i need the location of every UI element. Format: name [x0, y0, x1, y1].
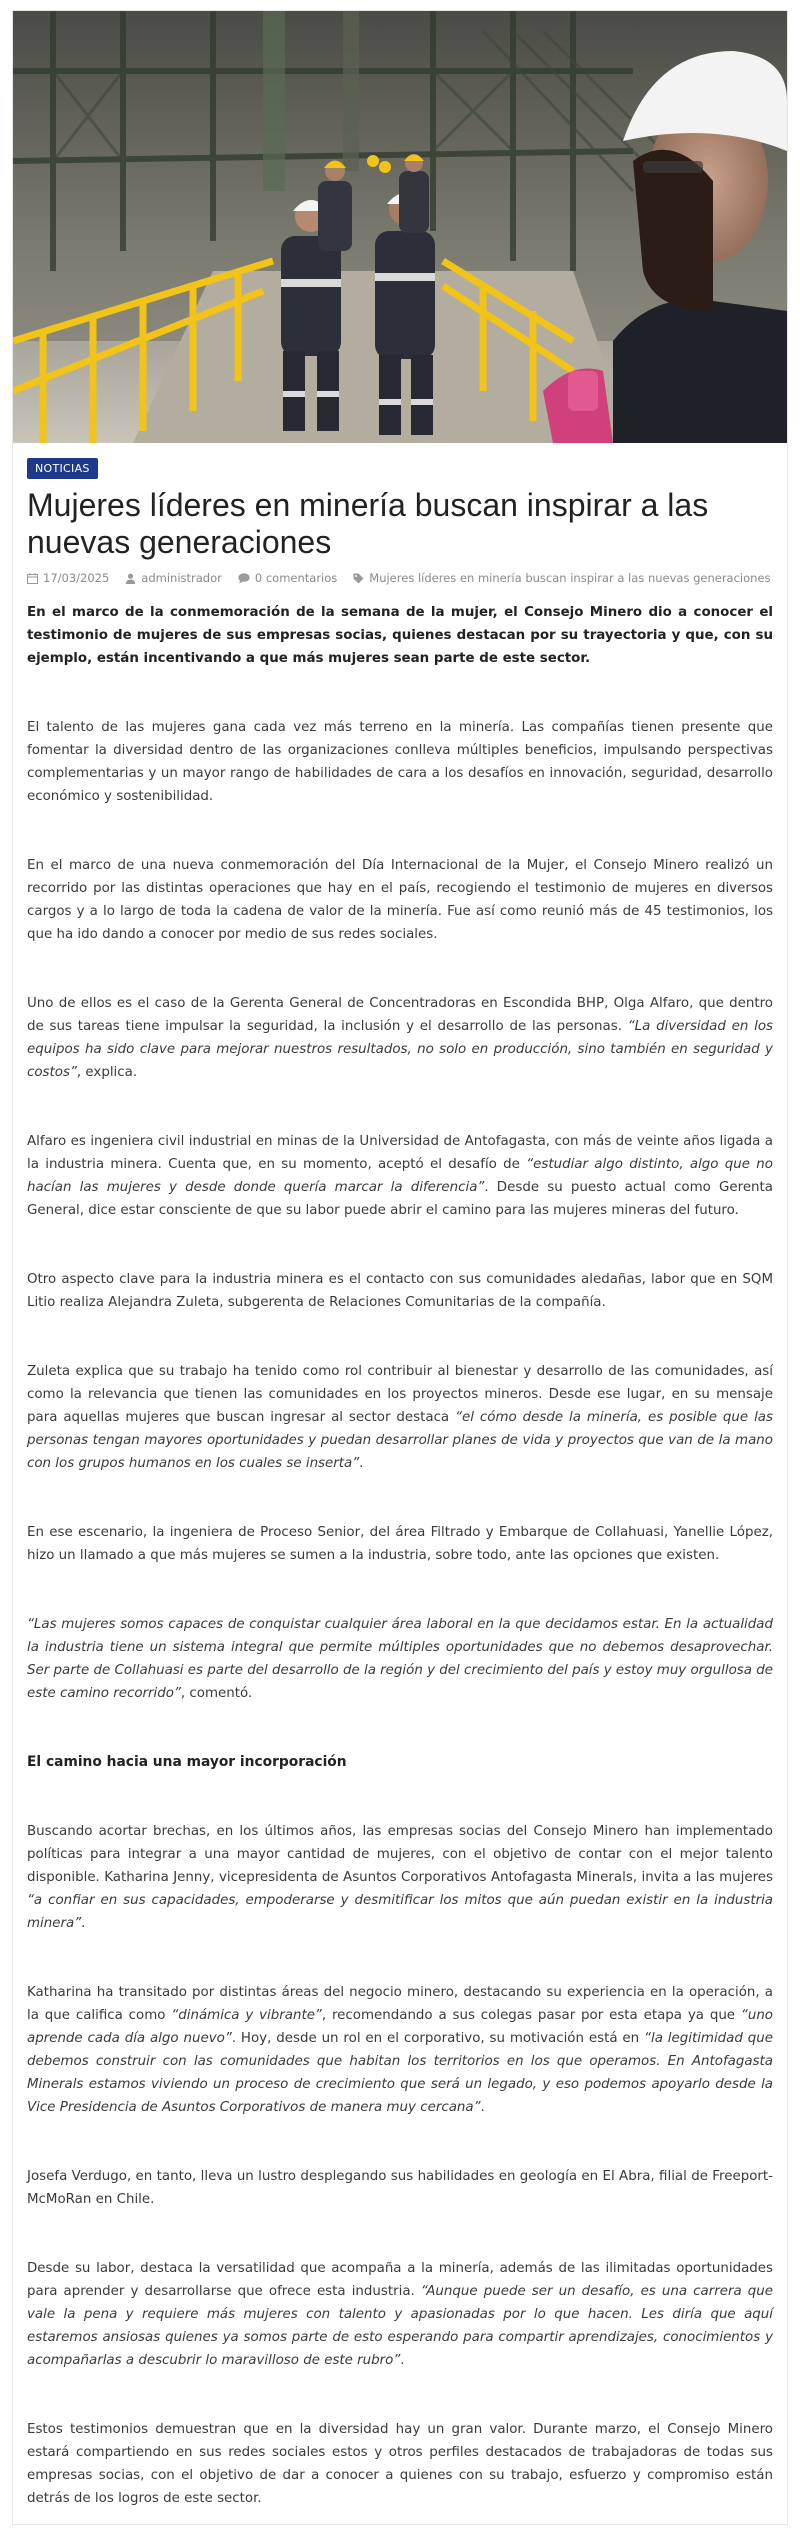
quote: “a confiar en sus capacidades, empoderarse y desmitificar los mitos que aún puedan existir en la industria minera”: [27, 1893, 773, 1931]
quote: “uno aprende cada día algo nuevo”: [27, 2008, 773, 2046]
paragraph-text: .: [400, 2353, 405, 2368]
quote: “Las mujeres somos capaces de conquistar cualquier área laboral en la que decidamos estar. En la actualidad la industria tiene un sistema integral que permite múltiples oportunidades que no debemos desaprovechar. Ser parte de Collahuasi es parte del desarrollo de la región y del crecimiento del país y estoy muy orgullosa de este camino recorrido”: [27, 1617, 773, 1701]
hero-photo-miners: [13, 11, 787, 443]
calendar-icon: [27, 573, 38, 584]
quote: “estudiar algo distinto, algo que no hacían las mujeres y desde donde quería marcar la diferencia”: [27, 1157, 773, 1195]
article-lead: En el marco de la conmemoración de la semana de la mujer, el Consejo Minero dio a conocer el testimonio de mujeres de sus empresas socias, quienes destacan por su trayectoria y que, con su ejemplo, están incentivando a que más mujeres sean parte de este sector.: [27, 605, 773, 666]
paragraph-text: , recomendando a sus colegas pasar por esta etapa ya que: [321, 2008, 741, 2023]
paragraph-text: Zuleta explica que su trabajo ha tenido como rol contribuir al bienestar y desarrollo de las comunidades, así como la relevancia que tienen las comunidades en los proyectos mineros. Desde ese lugar, en su mensaje para aquellas mujeres que buscan ingresar al sector destaca: [27, 1364, 773, 1425]
paragraph: En el marco de una nueva conmemoración del Día Internacional de la Mujer, el Consejo Minero realizó un recorrido por las distintas operaciones que hay en el país, recogiendo el testimonio de mujeres en diversos cargos y a lo largo de toda la cadena de valor de la minería. Fue así como reunió más de 45 testimonios, los que ha ido dando a conocer por medio de sus redes sociales.: [27, 858, 773, 942]
paragraph-text: .: [480, 2100, 485, 2115]
paragraph-text: Buscando acortar brechas, en los últimos años, las empresas socias del Consejo Minero han implementado políticas para integrar a una mayor cantidad de mujeres, con el objetivo de contar con el mejor talento disponible. Katharina Jenny, vicepresidenta de Asuntos Corporativos Antofagasta Minerals, invita a las mujeres: [27, 1824, 773, 1885]
paragraph-text: , explica.: [76, 1065, 138, 1080]
hero-image: [13, 11, 787, 443]
meta-tag[interactable]: [353, 571, 770, 585]
paragraph: [27, 1820, 773, 1935]
paragraph-text: Desde su labor, destaca la versatilidad que acompaña a la minería, además de las ilimitadas oportunidades para aprender y desarrollarse que ofrece esta industria.: [27, 2261, 773, 2299]
article-title: Mujeres líderes en minería buscan inspirar a las nuevas generaciones: [27, 487, 709, 560]
paragraph: En ese escenario, la ingeniera de Proceso Senior, del área Filtrado y Embarque de Collahuasi, Yanellie López, hizo un llamado a que más mujeres se sumen a la industria, sobre todo, ante las opciones que existen.: [27, 1525, 773, 1563]
tag-icon: [353, 573, 364, 584]
paragraph-text: .: [81, 1916, 86, 1931]
category-badge[interactable]: NOTICIAS: [27, 458, 98, 479]
paragraph-text: . Hoy, desde un rol en el corporativo, su motivación está en: [231, 2031, 645, 2046]
paragraph: [27, 2257, 773, 2372]
paragraph: [27, 1130, 773, 1222]
meta-author-text[interactable]: administrador: [141, 571, 222, 585]
paragraph: Estos testimonios demuestran que en la diversidad hay un gran valor. Durante marzo, el Consejo Minero estará compartiendo en sus redes sociales estos y otros perfiles destacados de trabajadoras de todas sus empresas socias, con el objetivo de dar a conocer a quienes con su trabajo, esfuerzo y compromiso están detrás de los logros de este sector.: [27, 2422, 773, 2506]
paragraph: [27, 1360, 773, 1475]
meta-comments-text[interactable]: 0 comentarios: [254, 571, 338, 585]
paragraph: [27, 1613, 773, 1705]
paragraph-text: Katharina ha transitado por distintas áreas del negocio minero, destacando su experiencia en la operación, a la que califica como: [27, 1985, 773, 2023]
paragraph: [27, 1981, 773, 2119]
quote: “La diversidad en los equipos ha sido clave para mejorar nuestros resultados, no solo en producción, sino también en seguridad y costos”: [27, 1019, 773, 1080]
paragraph: El talento de las mujeres gana cada vez más terreno en la minería. Las compañías tienen presente que fomentar la diversidad dentro de las organizaciones conlleva múltiples beneficios, impulsando perspectivas complementarias y un mayor rango de habilidades de cara a los desafíos en innovación, seguridad, desarrollo económico y sostenibilidad.: [27, 720, 773, 804]
paragraph: Josefa Verdugo, en tanto, lleva un lustro desplegando sus habilidades en geología en El Abra, filial de Freeport-McMoRan en Chile.: [27, 2169, 773, 2207]
paragraph-text: .: [359, 1456, 364, 1471]
paragraph: Otro aspecto clave para la industria minera es el contacto con sus comunidades aledañas, labor que en SQM Litio realiza Alejandra Zuleta, subgerenta de Relaciones Comunitarias de la compañía.: [27, 1272, 773, 1310]
article-body: [27, 601, 773, 2510]
meta-date-text: 17/03/2025: [43, 571, 110, 585]
meta-author[interactable]: [125, 571, 222, 585]
user-icon: [125, 573, 136, 584]
article-meta: [27, 571, 773, 585]
quote: “Aunque puede ser un desafío, es una carrera que vale la pena y requiere más mujeres con talento y apasionadas por lo que hacen. Les diría que aquí estaremos ansiosas quienes ya somos parte de esto esperando para compartir aprendizajes, conocimientos y acompañarlas a descubrir lo maravilloso de este rubro”: [27, 2284, 773, 2368]
meta-tag-text[interactable]: Mujeres líderes en minería buscan inspirar a las nuevas generaciones: [369, 571, 771, 585]
paragraph-text: Uno de ellos es el caso de la Gerenta General de Concentradoras en Escondida BHP, Olga Alfaro, que dentro de sus tareas tiene impulsar la seguridad, la inclusión y el desarrollo de las personas.: [27, 996, 773, 1034]
article-card: [12, 10, 788, 2525]
paragraph-text: . Desde su puesto actual como Gerenta General, dice estar consciente de que su labor puede abrir el camino para las mujeres mineras del futuro.: [27, 1180, 773, 1218]
quote: “el cómo desde la minería, es posible que las personas tengan mayores oportunidades y puedan desarrollar planes de vida y proyectos que van de la mano con los grupos humanos en los cuales se inserta”: [27, 1410, 773, 1471]
quote: “la legitimidad que debemos construir con las comunidades que habitan los territorios en los que operamos. En Antofagasta Minerals estamos viviendo un proceso de crecimiento que será un legado, y eso podemos apoyarlo desde la Vice Presidencia de Asuntos Corporativos de manera muy cercana”: [27, 2031, 773, 2115]
comment-icon: [238, 573, 250, 584]
quote: “dinámica y vibrante”: [171, 2008, 322, 2023]
meta-comments[interactable]: [238, 571, 337, 585]
article-content: [13, 443, 787, 2524]
paragraph: [27, 992, 773, 1084]
paragraph-text: Alfaro es ingeniera civil industrial en minas de la Universidad de Antofagasta, con más de veinte años ligada a la industria minera. Cuenta que, en su momento, aceptó el desafío de: [27, 1134, 773, 1172]
section-subheading: El camino hacia una mayor incorporación: [27, 1754, 347, 1770]
paragraph-text: , comentó.: [180, 1686, 253, 1701]
meta-date: [27, 571, 109, 585]
